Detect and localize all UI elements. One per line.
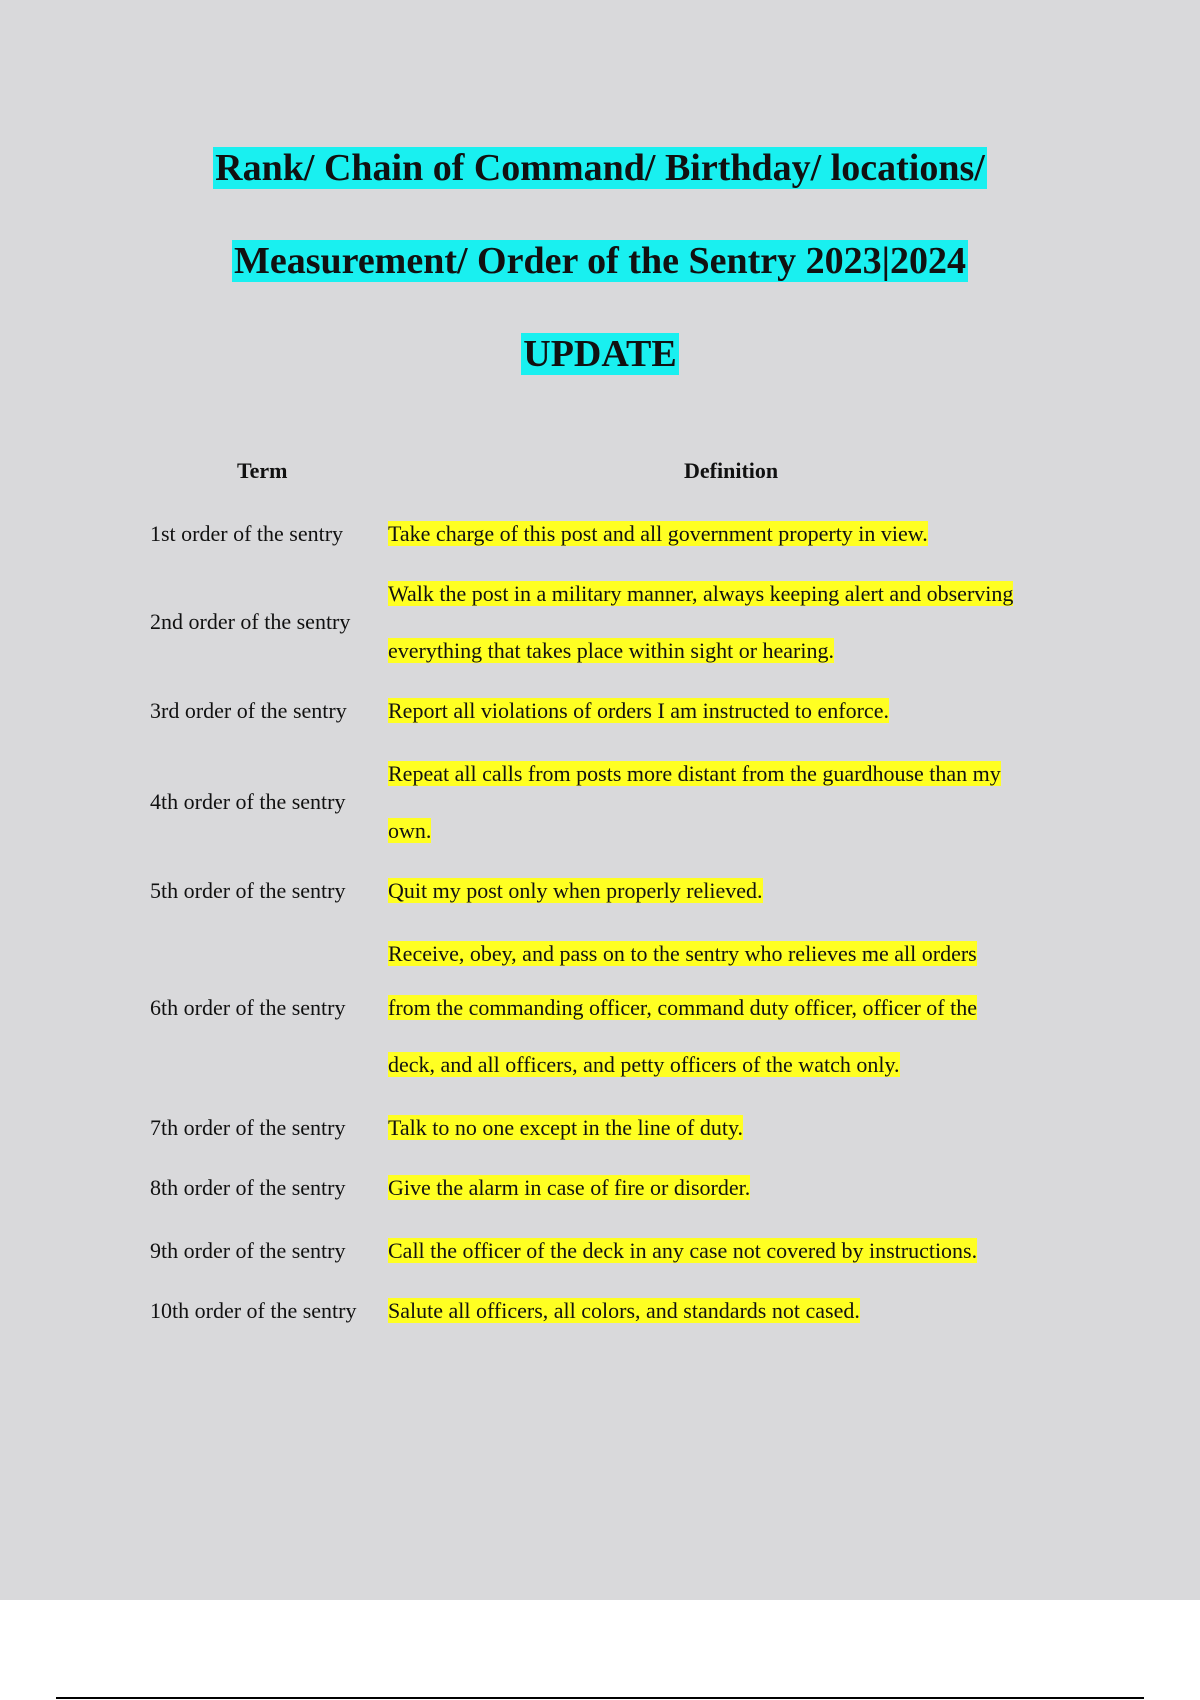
term-cell: 8th order of the sentry <box>150 1175 346 1200</box>
term-cell: 9th order of the sentry <box>150 1238 346 1263</box>
term-cell: 4th order of the sentry <box>150 789 346 814</box>
definition-line: Repeat all calls from posts more distant from the guardhouse than my <box>388 761 1001 786</box>
title-text-1: Rank/ Chain of Command/ Birthday/ locations/ <box>215 147 985 189</box>
column-header-term: Term <box>237 458 288 483</box>
definition-line: Report all violations of orders I am instructed to enforce. <box>388 698 889 723</box>
definition-line: Walk the post in a military manner, always keeping alert and observing <box>388 581 1014 606</box>
document-title-line-2 <box>0 239 1200 283</box>
term-cell: 7th order of the sentry <box>150 1115 346 1140</box>
definition-line: Receive, obey, and pass on to the sentry who relieves me all orders <box>388 941 977 966</box>
definition-line: Talk to no one except in the line of duty. <box>388 1115 744 1140</box>
definition-line: Give the alarm in case of fire or disorder. <box>388 1175 751 1200</box>
definition-line: Call the officer of the deck in any case not covered by instructions. <box>388 1238 978 1263</box>
footer-divider <box>56 1697 1144 1699</box>
title-text-3: UPDATE <box>523 333 677 375</box>
term-cell: 1st order of the sentry <box>150 521 344 546</box>
term-cell: 6th order of the sentry <box>150 995 346 1020</box>
definition-line: everything that takes place within sight or hearing. <box>388 638 834 663</box>
definition-line: from the commanding officer, command duty officer, officer of the <box>388 995 977 1020</box>
document-title-line-3 <box>0 332 1200 376</box>
document-title-line-1 <box>0 146 1200 190</box>
term-cell: 10th order of the sentry <box>150 1298 357 1323</box>
definition-line: Take charge of this post and all government property in view. <box>388 521 928 546</box>
term-cell: 3rd order of the sentry <box>150 698 347 723</box>
definition-line: Salute all officers, all colors, and standards not cased. <box>388 1298 860 1323</box>
term-cell: 2nd order of the sentry <box>150 609 351 634</box>
term-cell: 5th order of the sentry <box>150 878 346 903</box>
column-header-definition: Definition <box>684 458 779 483</box>
definition-line: deck, and all officers, and petty officers of the watch only. <box>388 1052 900 1077</box>
title-text-2: Measurement/ Order of the Sentry 2023|2024 <box>233 240 966 282</box>
definition-line: own. <box>388 818 432 843</box>
definition-line: Quit my post only when properly relieved. <box>388 878 763 903</box>
